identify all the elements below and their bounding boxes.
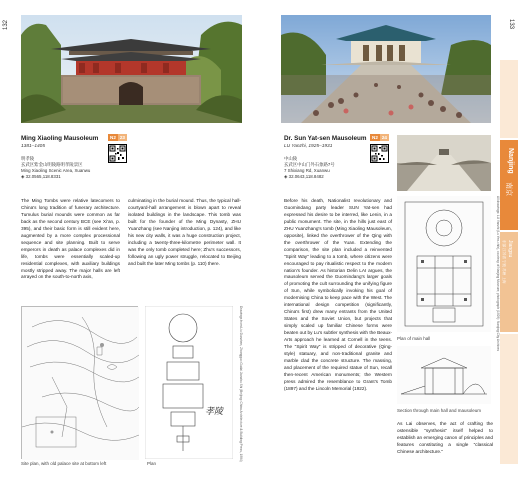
location-pin-icon: ◈ <box>21 174 25 180</box>
section-drawing <box>397 346 491 404</box>
left-entry-title: Ming Xiaoling Mausoleum <box>21 135 99 142</box>
region-tab[interactable] <box>500 232 518 332</box>
sidebar-stripe-bottom <box>500 334 518 464</box>
left-badge-number: 23 <box>119 135 125 140</box>
right-address-cn: 玄武区中山门外石象路7号 <box>284 162 335 168</box>
right-cn-name: 中山陵 <box>284 156 298 161</box>
right-badge-number: 24 <box>381 135 387 140</box>
left-badge-map: N2 <box>110 135 116 140</box>
city-tab[interactable] <box>500 140 518 230</box>
left-entry-badge <box>108 134 127 141</box>
left-coords: 32.0565,118.8331 <box>25 174 61 180</box>
left-body-col1: The Ming Tombs were relative latecomers to China's long tradition of funerary architecture. Tumulus burial mounds were common as far back as the second century BCE (see Xi'an, p. 395), and their basic form is still evident here, augmented by a more complex processional sequence and site planning. Built to serve emperors in death as palace complexes did in life, tombs were essentially scaled-up residential complexes, with auxiliary buildings mostly stripped away. The major halls are left arrayed on the south-to-north axis, <box>21 198 120 280</box>
region-tab-index-cn: 东部 江苏省 宁波 苏州 上海 <box>502 240 506 284</box>
location-pin-icon: ◈ <box>284 174 288 180</box>
ming-xiaoling-photo <box>21 15 242 123</box>
tomb-plan-drawing <box>145 306 233 459</box>
plan-stamp: 孝陵 <box>205 407 224 417</box>
city-tab-label-en: Nanjing <box>507 148 514 174</box>
right-body-col1: Before his death, Nationalist revolutionary and Guomindang party leader SUN Yat-sen had expressed his desire to be interred, like Lenin, in a public monument. The site, in the hills just east of ZHU Yuanzhang's tomb (Ming Xiaoling Mausoleum, opposite), linked the overthrower of the Qing with the overthrower of the Yuan. Extending the comparison, the site plan included a reinvented "Spirit Way" leading to a tomb, where citizens were encouraged to pay ritualistic respect to the modern nation's founder. As historian Delin LAI argues, the mausoleum served the Guomindang's larger goals of promoting the cult surrounding the unifying figure of Sun, while symbolically invoking his goal of modernising China to keep pace with the West. The international design competition (significantly, China's first) drew many entrants from the United States and the Soviet Union, but projects that simply scaled up familiar Chinese forms were beaten out by Lu's subtler synthesis with the Beaux-Arts approach he learned at Cornell in the teens. The "Spirit Way" is stripped of decorative (Qing-style) statuary, and non-traditional granite and marble clad the concrete structure. The massing, and placement of the required statue of Sun, recall then-recent American monuments; the Western press admired the resemblance to Grant's Tomb (1897) and the Lincoln Memorial (1922). <box>284 198 392 391</box>
site-plan-caption: Site plan, with old palace site at bottom left <box>21 461 107 466</box>
historic-photo <box>397 135 491 191</box>
city-tab-label-cn: 南京 <box>505 182 512 196</box>
right-entry-dates: LU Yanzhi, 1925–1931 <box>284 144 333 149</box>
right-coords: 32.0643,118.8482 <box>288 174 324 180</box>
right-entry-meta <box>284 156 374 180</box>
main-hall-plan <box>397 196 491 332</box>
right-address-en: 7 Shixiang Rd, Xuanwu <box>284 168 330 174</box>
right-entry-title: Dr. Sun Yat-sen Mausoleum <box>284 135 367 142</box>
right-drawing-credit: All drawings: LU Yanzhi (Lu Yen-chih), courtesy of Nanjing Museum; photograph (1929): Nanjing City Archives <box>496 196 500 352</box>
plan-caption: Plan <box>147 461 157 466</box>
left-address-cn: 玄武区紫金山明陵路明孝陵景区 <box>21 162 83 168</box>
sun-yatsen-photo <box>281 15 491 123</box>
right-body-col2: As Lai observes, the act of crafting the ostensible "synthesis" itself helped to establish an emerging canon of principles and features constituting a single "classical Chinese architecture." <box>397 421 493 454</box>
region-tab-label: Jiangsu <box>507 240 513 258</box>
right-entry-badge <box>370 134 389 141</box>
site-plan-drawing <box>21 306 138 459</box>
section-caption: Section through main hall and mausoleum <box>397 408 482 413</box>
sidebar-stripe-top <box>500 60 518 138</box>
page-number-left: 132 <box>3 19 9 30</box>
left-drawing-credit: Drawings from Liu Dunzhen, Zhongguo Gudai Jianzhu Shi (Beijing: China Architecture & Building Press, 1984) <box>239 306 243 462</box>
left-entry-meta <box>21 156 111 180</box>
left-address-en: Ming Xiaoling Scenic Area, Xuanwu <box>21 168 91 174</box>
right-coords-row <box>284 174 374 180</box>
page-number-right: 133 <box>508 19 514 30</box>
left-body-col2: culminating in the burial mound. Thus, the typical hall-courtyard-hall arrangement is blown apart to reveal isolated buildings in the landscape. This tomb was built for the founder of the Ming Dynasty, ZHU Yuanzhang (see Nanjing introduction, p. 124), and like his new city walls, it was a huge construction project, including a twenty-three-kilometre perimeter wall. It was the only tomb completed here; Zhu's successors, following an ugly power struggle, relocated to Beijing and built the later Ming tombs (p. 110) there. <box>128 198 241 266</box>
left-coords-row <box>21 174 111 180</box>
left-entry-dates: 1381–1405 <box>21 144 46 149</box>
right-badge-map: N2 <box>372 135 378 140</box>
left-cn-name: 明孝陵 <box>21 156 35 161</box>
main-hall-plan-caption: Plan of main hall <box>397 336 431 341</box>
